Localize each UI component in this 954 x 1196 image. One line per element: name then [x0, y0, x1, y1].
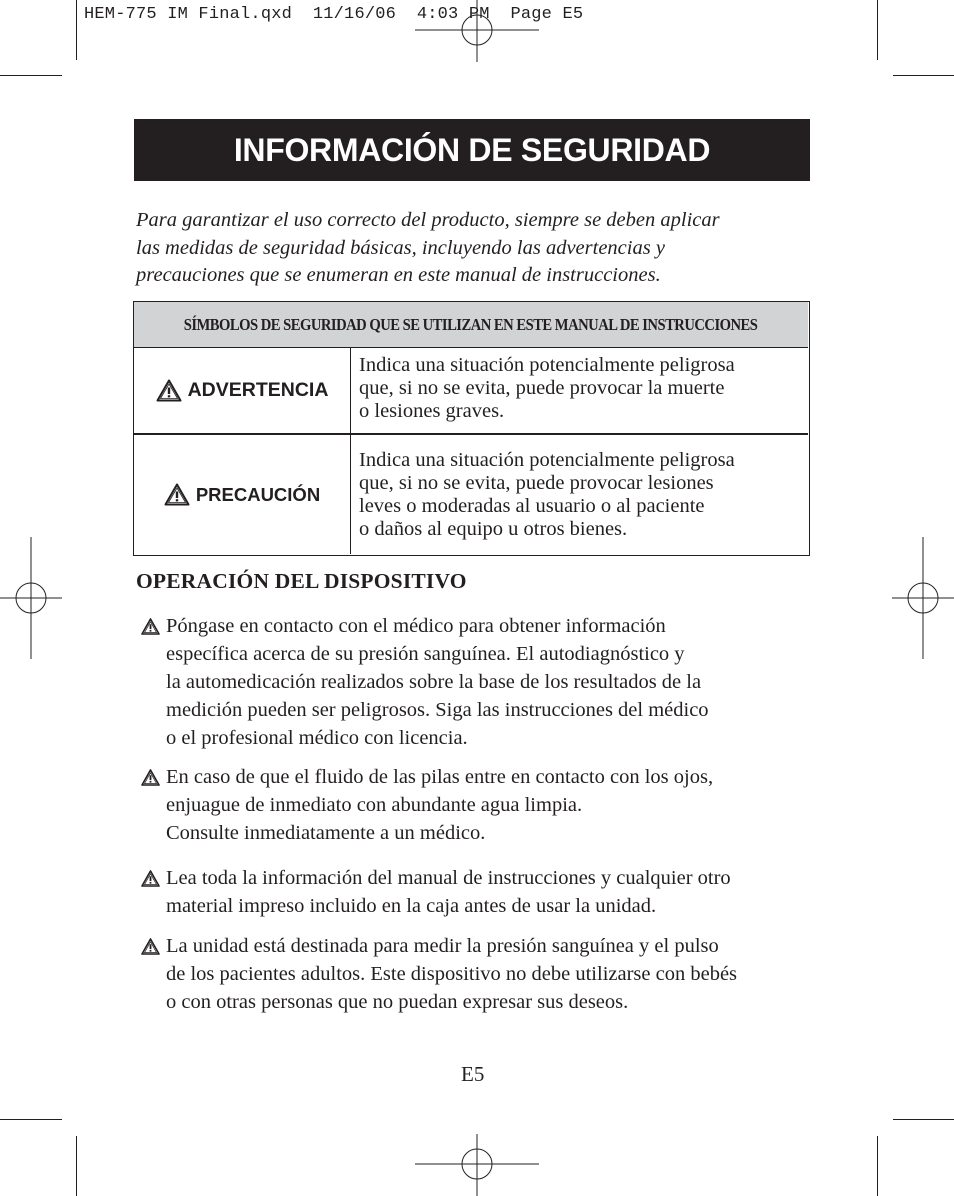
warning-triangle-icon — [156, 379, 182, 402]
warning-triangle-icon — [141, 938, 160, 960]
section-title: OPERACIÓN DEL DISPOSITIVO — [136, 569, 467, 593]
table-row-warning — [134, 348, 808, 435]
caution-description: Indica una situación potencialmente peligrosa que, si no se evita, puede provocar lesiones leves o moderadas al usuario o al paciente o daños al equipo u otros bienes. — [359, 449, 735, 540]
warning-triangle-icon — [141, 769, 160, 791]
warning-triangle-icon — [141, 618, 160, 640]
warning-triangle-icon — [141, 870, 160, 892]
intro-paragraph — [136, 207, 816, 290]
caution-label-cell — [134, 435, 351, 554]
warning-description: Indica una situación potencialmente peligrosa que, si no se evita, puede provocar la muerte o lesiones graves. — [359, 354, 735, 422]
caution-label: PRECAUCIÓN — [195, 483, 321, 505]
registration-mark-left — [0, 537, 62, 659]
list-item-text: Póngase en contacto con el médico para obtener información específica acerca de su presión sanguínea. El autodiagnóstico y la automedicación realizados sobre la base de los resultados de la medición pueden ser peligrosos. Siga las instrucciones del médico o el profesional médico con licencia. — [166, 615, 709, 749]
list-item-text: La unidad está destinada para medir la presión sanguínea y el pulso de los pacientes adultos. Este dispositivo no debe utilizarse con bebés o con otras personas que no puedan expresar sus deseos. — [166, 935, 738, 1013]
safety-symbols-table-header — [134, 302, 808, 348]
list-item-text: En caso de que el fluido de las pilas entre en contacto con los ojos, enjuague de inmediato con abundante agua limpia. Consulte inmediatamente a un médico. — [166, 766, 714, 844]
list-item-text: Lea toda la información del manual de instrucciones y cualquier otro material impreso incluido en la caja antes de usar la unidad. — [166, 867, 731, 917]
page-title: INFORMACIÓN DE SEGURIDAD — [233, 131, 711, 168]
table-header-text: SÍMBOLOS DE SEGURIDAD QUE SE UTILIZAN EN ESTE MANUAL DE INSTRUCCIONES — [184, 314, 758, 334]
registration-mark-bottom — [415, 1134, 539, 1196]
registration-mark-top — [415, 0, 539, 62]
warning-label-cell — [134, 348, 351, 433]
table-row-caution — [134, 435, 808, 554]
intro-text: Para garantizar el uso correcto del producto, siempre se deben aplicar las medidas de seguridad básicas, incluyendo las advertencias y precauciones que se enumeran en este manual de instrucciones. — [136, 209, 720, 286]
registration-mark-right — [892, 537, 954, 659]
title-banner — [134, 119, 810, 181]
warning-label: ADVERTENCIA — [187, 379, 329, 401]
printer-slug: HEM-775 IM Final.qxd 11/16/06 4:03 PM Page E5 — [84, 5, 584, 24]
warning-triangle-icon — [164, 483, 190, 506]
safety-symbols-table — [133, 301, 810, 556]
page-number: E5 — [461, 1062, 485, 1086]
